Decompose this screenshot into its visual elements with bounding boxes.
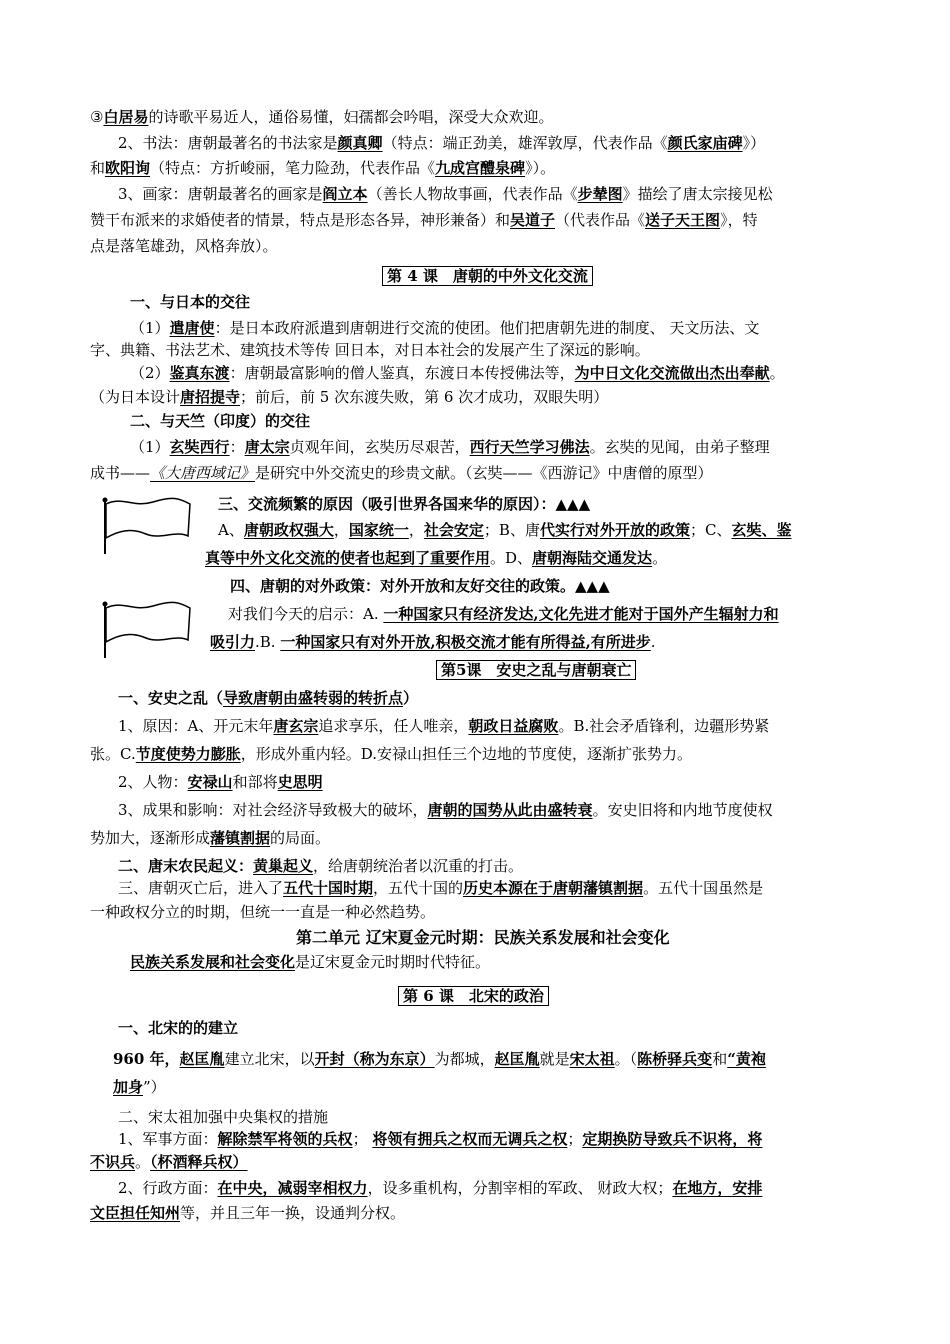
text-line: 加身”） <box>113 1078 166 1096</box>
text-line: 3、画家：唐朝最著名的画家是阎立本（善长人物故事画，代表作品《步辇图》描绘了唐太宗接见松 <box>118 185 773 203</box>
text-line: 赞干布派来的求婚使者的情景，特点是形态各异，神形兼备）和吴道子（代表作品《送子天王图》，特 <box>90 211 758 229</box>
flag-icon <box>98 598 198 660</box>
section-heading: 一、与日本的交往 <box>130 293 251 311</box>
text-line: （2）鉴真东渡：唐朝最富影响的僧人鉴真，东渡日本传授佛法等，为中日文化交流做出杰出奉献。 <box>130 364 785 382</box>
text-line: A、唐朝政权强大，国家统一，社会安定；B、唐代实行对外开放的政策；C、玄奘、鉴 <box>218 521 792 539</box>
text-line: 二、唐末农民起义：黄巢起义，给唐朝统治者以沉重的打击。 <box>118 857 524 875</box>
text-line: 一种政权分立的时期，但统一一直是一种必然趋势。 <box>90 903 436 921</box>
text-line: 3、成果和影响：对社会经济导致极大的破坏，唐朝的国势从此由盛转衰。安史旧将和内地节度使权 <box>118 801 773 819</box>
text-line: 民族关系发展和社会变化是辽宋夏金元时期时代特征。 <box>130 953 491 971</box>
text-line: 真等中外文化交流的使者也起到了重要作用。D、唐朝海陆交通发达。 <box>205 549 668 567</box>
text-line: 张。C.节度使势力膨胀，形成外重内轻。D.安禄山担任三个边地的节度使，逐渐扩张势力。 <box>90 745 692 763</box>
text-line: 2、书法：唐朝最著名的书法家是颜真卿（特点：端正劲美，雄浑敦厚，代表作品《颜氏家庙碑》） <box>118 134 766 152</box>
section-heading: 二、宋太祖加强中央集权的措施 <box>118 1108 329 1126</box>
text-line: 吸引力.B. 一种国家只有对外开放,积极交流才能有所得益,有所进步. <box>210 633 656 651</box>
text-line: 成书——《大唐西域记》是研究中外交流史的珍贵文献。（玄奘——《西游记》中唐僧的原型） <box>90 464 713 482</box>
section-heading: 三、交流频繁的原因（吸引世界各国来华的原因）：▲▲▲ <box>218 495 591 513</box>
text-line: 960 年，赵匡胤建立北宋，以开封（称为东京）为都城，赵匡胤就是宋太祖。（陈桥驿兵变和“黄袍 <box>113 1050 766 1068</box>
unit-title: 第二单元 辽宋夏金元时期：民族关系发展和社会变化 <box>296 928 670 947</box>
section-heading: 四、唐朝的对外政策：对外开放和友好交往的政策。▲▲▲ <box>230 577 610 595</box>
text-line: 势加大，逐渐形成藩镇割据的局面。 <box>90 829 331 847</box>
section-heading: 一、北宋的的建立 <box>118 1019 239 1037</box>
text-line: （1）遣唐使：是日本政府派遣到唐朝进行交流的使团。他们把唐朝先进的制度、 天文历法、文 <box>130 319 760 337</box>
text-line: 文臣担任知州等，并且三年一换，设通判分权。 <box>90 1204 406 1222</box>
text-line: （1）玄奘西行：唐太宗贞观年间，玄奘历尽艰苦，西行天竺学习佛法。玄奘的见闻，由弟子整理 <box>130 438 770 456</box>
text-line: 1、原因：A、开元末年唐玄宗追求享乐，任人唯亲，朝政日益腐败。B.社会矛盾锋利，边疆形势紧 <box>118 717 770 735</box>
section-heading: 一、安史之乱（导致唐朝由盛转弱的转折点） <box>118 689 419 707</box>
text-line: 1、军事方面：解除禁军将领的兵权； 将领有拥兵之权而无调兵之权；定期换防导致兵不识将，将 <box>118 1130 763 1148</box>
text-line: （为日本设计唐招提寺；前后，前 5 次东渡失败，第 6 次才成功，双眼失明） <box>90 388 609 406</box>
lesson-title: 第 6 课 北宋的政治 <box>398 986 549 1006</box>
text-line: 对我们今天的启示：A. 一种国家只有经济发达,文化先进才能对于国外产生辐射力和 <box>228 605 779 623</box>
text-line: 2、人物：安禄山和部将史思明 <box>118 773 323 791</box>
text-line: 点是落笔雄劲，风格奔放）。 <box>90 237 278 255</box>
text-line: 不识兵。（杯酒释兵权） <box>90 1153 248 1171</box>
text-line: ③白居易的诗歌平易近人，通俗易懂，妇孺都会吟唱，深受大众欢迎。 <box>90 108 554 126</box>
text-line: 2、行政方面：在中央，减弱宰相权力，设多重机构，分割宰相的军政、 财政大权；在地方，安排 <box>118 1179 763 1197</box>
lesson-title: 第 4 课 唐朝的中外文化交流 <box>382 266 593 286</box>
text-line: 和欧阳询（特点：方折峻丽，笔力险劲，代表作品《九成宫醴泉碑》）。 <box>90 159 556 177</box>
lesson-title: 第5课 安史之乱与唐朝衰亡 <box>436 660 636 680</box>
section-heading: 二、与天竺（印度）的交往 <box>130 412 311 430</box>
text-line: 字、典籍、书法艺术、建筑技术等传 回日本，对日本社会的发展产生了深远的影响。 <box>90 341 650 359</box>
text-line: 三、唐朝灭亡后，进入了五代十国时期，五代十国的历史本源在于唐朝藩镇割据。五代十国虽然是 <box>118 879 764 897</box>
flag-icon <box>98 494 198 556</box>
